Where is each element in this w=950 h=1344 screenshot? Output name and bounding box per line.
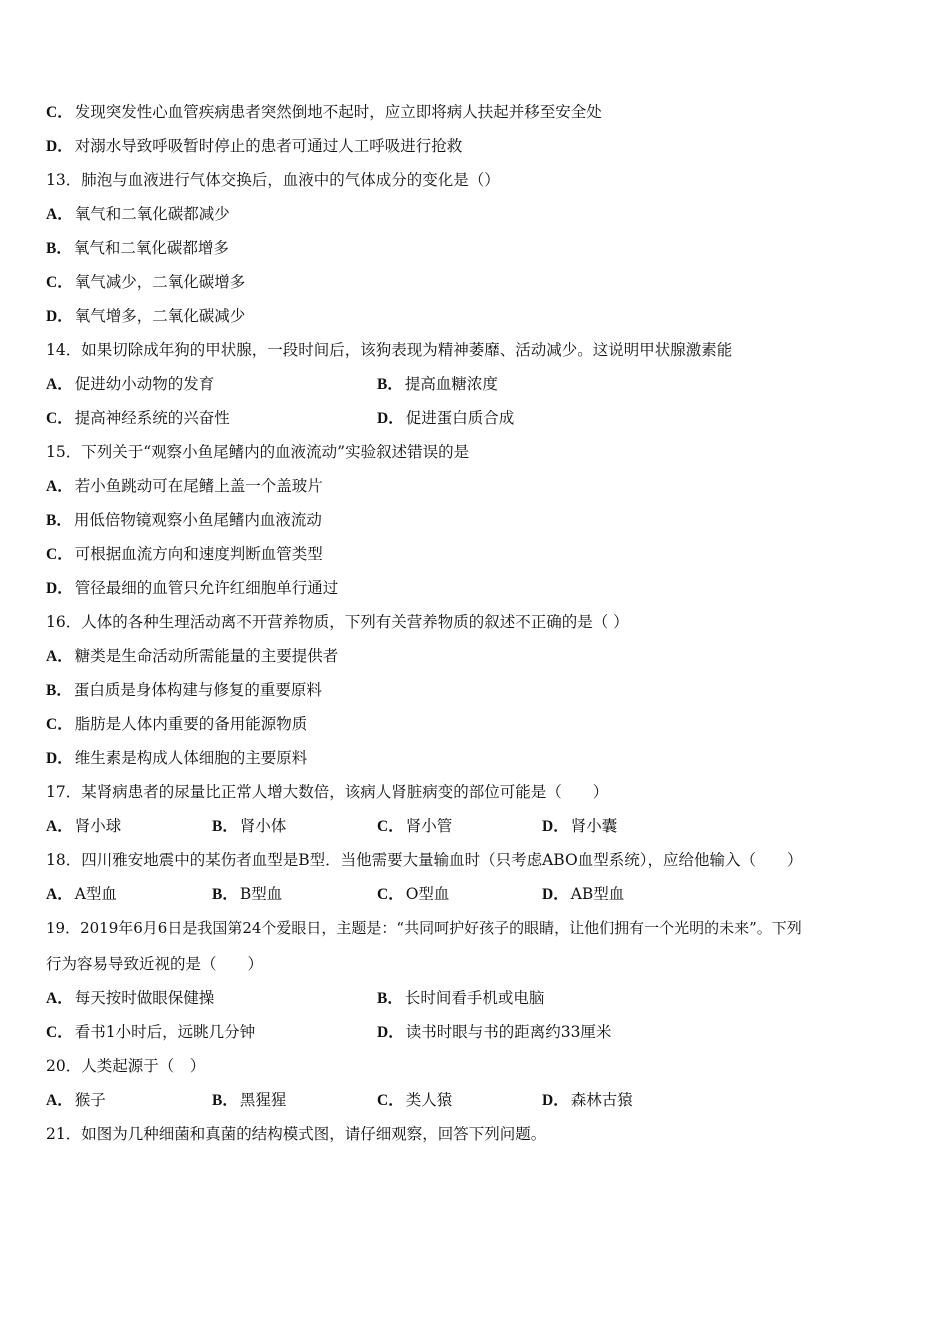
option-letter: B．	[212, 818, 238, 835]
option-letter: A．	[46, 818, 73, 835]
q14-option-c	[46, 407, 230, 430]
option-letter: B．	[377, 376, 403, 393]
option-letter: A．	[46, 206, 73, 223]
q14-option-a	[46, 373, 214, 396]
q18-option-d	[542, 883, 624, 906]
option-letter: C．	[46, 274, 73, 291]
option-text: 管径最细的血管只允许红细胞单行通过	[74, 579, 339, 597]
q19-option-a	[46, 987, 214, 1010]
option-text: 用低倍物镜观察小鱼尾鳍内血液流动	[73, 511, 322, 529]
option-letter: C．	[46, 1024, 73, 1041]
option-text: 肾小管	[405, 817, 453, 835]
option-letter: C．	[46, 410, 73, 427]
option-text: O型血	[405, 885, 450, 903]
q20-option-a	[46, 1089, 106, 1112]
q16-option-a	[46, 645, 338, 668]
option-letter: D．	[46, 580, 73, 597]
option-letter: C．	[377, 818, 404, 835]
option-text: 森林古猿	[570, 1091, 633, 1109]
q15-option-b	[46, 509, 322, 532]
q17-option-b	[212, 815, 286, 838]
q16-option-b	[46, 679, 322, 702]
q20-option-c	[377, 1089, 452, 1112]
option-text: 猴子	[74, 1091, 106, 1109]
q12-option-c	[46, 101, 602, 124]
q13-stem: 13．肺泡与血液进行气体交换后，血液中的气体成分的变化是（）	[46, 171, 500, 189]
q18-option-c	[377, 883, 449, 906]
option-text: 肾小球	[74, 817, 122, 835]
q19-stem-line1: 19．2019年6月6日是我国第24个爱眼日，主题是：“共同呵护好孩子的眼睛，让他们拥有一个光明的未来”。下列	[46, 919, 802, 937]
option-letter: D．	[542, 1092, 569, 1109]
option-text: 促进蛋白质合成	[405, 409, 515, 427]
option-text: 促进幼小动物的发育	[74, 375, 215, 393]
option-text: 若小鱼跳动可在尾鳍上盖一个盖玻片	[74, 477, 323, 495]
q15-stem: 15．下列关于“观察小鱼尾鳍内的血液流动”实验叙述错误的是	[46, 443, 470, 461]
option-letter: C．	[377, 886, 404, 903]
option-letter: D．	[377, 410, 404, 427]
option-text: 长时间看手机或电脑	[404, 989, 545, 1007]
q20-stem: 20．人类起源于（ ）	[46, 1057, 206, 1075]
option-text: 每天按时做眼保健操	[74, 989, 215, 1007]
option-letter: A．	[46, 376, 73, 393]
q12-option-d	[46, 135, 462, 158]
option-letter: A．	[46, 1092, 73, 1109]
option-text: 肾小体	[239, 817, 287, 835]
q13-option-a	[46, 203, 230, 226]
option-letter: D．	[542, 886, 569, 903]
q17-option-c	[377, 815, 452, 838]
q15-option-c	[46, 543, 323, 566]
option-letter: C．	[377, 1092, 404, 1109]
q14-stem: 14．如果切除成年狗的甲状腺，一段时间后，该狗表现为精神萎靡、活动减少。这说明甲状腺激素能	[46, 341, 733, 359]
option-text: 氧气和二氧化碳都减少	[74, 205, 230, 223]
option-letter: B．	[46, 512, 72, 529]
option-text: 提高神经系统的兴奋性	[74, 409, 230, 427]
option-text: 糖类是生命活动所需能量的主要提供者	[74, 647, 339, 665]
q19-option-d	[377, 1021, 611, 1044]
option-text: 提高血糖浓度	[404, 375, 498, 393]
option-letter: D．	[542, 818, 569, 835]
option-text: B型血	[239, 885, 283, 903]
q19-option-b	[377, 987, 544, 1010]
q18-stem: 18．四川雅安地震中的某伤者血型是B型．当他需要大量输血时（只考虑ABO血型系统），应给他输入（ ）	[46, 851, 803, 869]
option-letter: C．	[46, 716, 73, 733]
option-text: 氧气和二氧化碳都增多	[73, 239, 229, 257]
q18-option-a	[46, 883, 117, 906]
option-letter: C．	[46, 104, 73, 121]
option-letter: A．	[46, 648, 73, 665]
option-text: 可根据血流方向和速度判断血管类型	[74, 545, 323, 563]
option-letter: B．	[212, 886, 238, 903]
q17-option-a	[46, 815, 121, 838]
q18-option-b	[212, 883, 282, 906]
option-letter: D．	[377, 1024, 404, 1041]
option-text: 氧气减少，二氧化碳增多	[74, 273, 246, 291]
option-text: 黑猩猩	[239, 1091, 287, 1109]
option-text: A型血	[74, 885, 117, 903]
option-letter: A．	[46, 886, 73, 903]
q19-stem-line2: 行为容易导致近视的是（ ）	[46, 955, 264, 973]
q15-option-d	[46, 577, 338, 600]
option-text: 维生素是构成人体细胞的主要原料	[74, 749, 308, 767]
option-letter: B．	[377, 990, 403, 1007]
option-text: 类人猿	[405, 1091, 453, 1109]
q19-option-c	[46, 1021, 255, 1044]
q16-option-c	[46, 713, 307, 736]
q16-stem: 16．人体的各种生理活动离不开营养物质，下列有关营养物质的叙述不正确的是（ ）	[46, 613, 629, 631]
option-text: 蛋白质是身体构建与修复的重要原料	[73, 681, 322, 699]
q14-option-b	[377, 373, 498, 396]
q17-option-d	[542, 815, 617, 838]
option-letter: D．	[46, 138, 73, 155]
q20-option-d	[542, 1089, 633, 1112]
q14-option-d	[377, 407, 514, 430]
q20-option-b	[212, 1089, 286, 1112]
option-letter: B．	[46, 682, 72, 699]
option-text: AB型血	[570, 885, 625, 903]
q16-option-d	[46, 747, 307, 770]
q21-stem: 21．如图为几种细菌和真菌的结构模式图，请仔细观察，回答下列问题。	[46, 1125, 547, 1143]
option-letter: C．	[46, 546, 73, 563]
q13-option-b	[46, 237, 229, 260]
option-text: 发现突发性心血管疾病患者突然倒地不起时，应立即将病人扶起并移至安全处	[74, 103, 602, 121]
option-text: 氧气增多，二氧化碳减少	[74, 307, 246, 325]
option-letter: D．	[46, 750, 73, 767]
option-letter: B．	[46, 240, 72, 257]
option-letter: B．	[212, 1092, 238, 1109]
option-text: 对溺水导致呼吸暂时停止的患者可通过人工呼吸进行抢救	[74, 137, 463, 155]
q17-stem: 17．某肾病患者的尿量比正常人增大数倍，该病人肾脏病变的部位可能是（ ）	[46, 783, 609, 801]
q13-option-c	[46, 271, 245, 294]
option-letter: A．	[46, 478, 73, 495]
option-letter: D．	[46, 308, 73, 325]
option-letter: A．	[46, 990, 73, 1007]
option-text: 肾小囊	[570, 817, 618, 835]
q15-option-a	[46, 475, 323, 498]
q13-option-d	[46, 305, 245, 328]
option-text: 脂肪是人体内重要的备用能源物质	[74, 715, 308, 733]
option-text: 看书1小时后，远眺几分钟	[74, 1023, 256, 1041]
option-text: 读书时眼与书的距离约33厘米	[405, 1023, 612, 1041]
